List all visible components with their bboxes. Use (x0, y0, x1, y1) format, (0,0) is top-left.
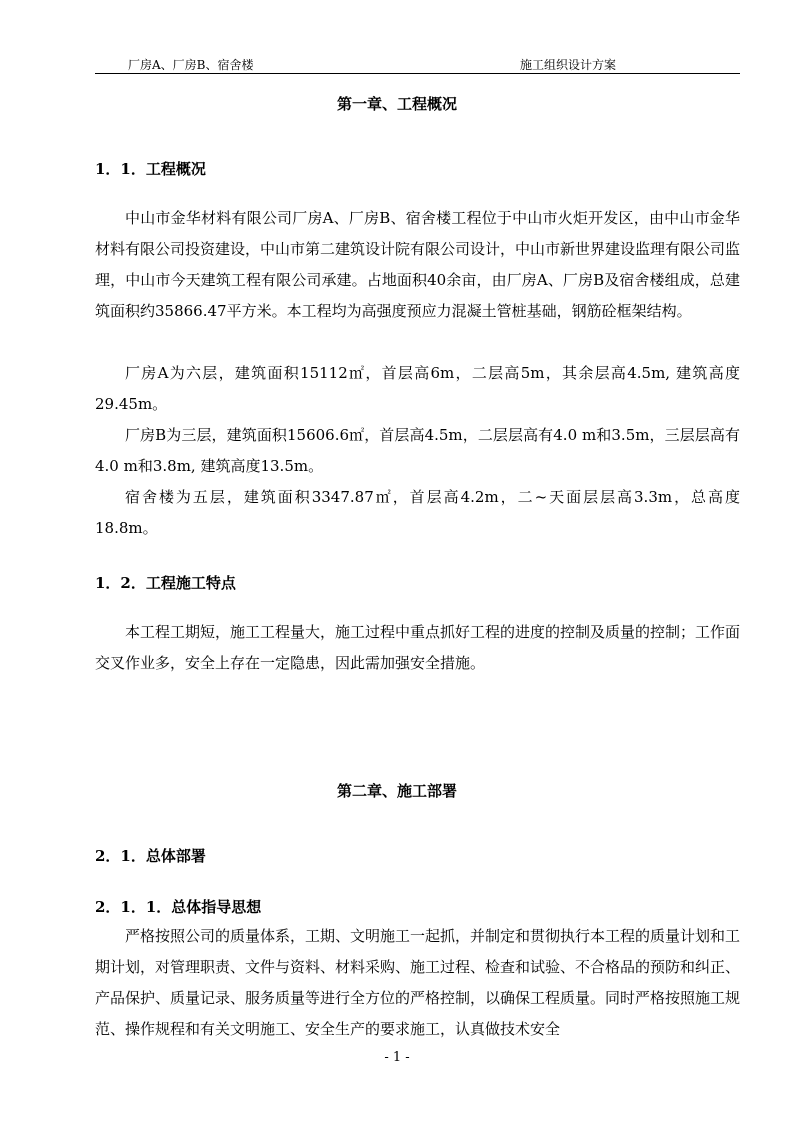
page-number: - 1 - (384, 1050, 410, 1065)
section-1-2-heading: 1．2．工程施工特点 (95, 574, 236, 592)
header-document-title: 施工组织设计方案 (520, 58, 617, 72)
chapter-2-title: 第二章、施工部署 (336, 782, 457, 800)
section-2-1-1-heading: 2．1．1．总体指导思想 (95, 898, 262, 916)
section-1-1-paragraph-4: 宿舍楼为五层，建筑面积3347.87㎡，首层高4.2m，二~天面层层高3.3m，总高度18.8m。 (95, 488, 740, 537)
section-2-1-1-paragraph-1: 严格按照公司的质量体系，工期、文明施工一起抓，并制定和贯彻执行本工程的质量计划和工期计划，对管理职责、文件与资料、材料采购、施工过程、检查和试验、不合格品的预防和纠正、产品保护、质量记录、服务质量等进行全方位的严格控制，以确保工程质量。同时严格按照施工规范、操作规程和有关文明施工、安全生产的要求施工，认真做技术安全 (95, 927, 741, 1038)
section-2-1-heading: 2．1．总体部署 (95, 847, 206, 865)
section-1-1-paragraph-2: 厂房A为六层，建筑面积15112㎡，首层高6m，二层高5m，其余层高4.5m, 建筑高度29.45m。 (95, 364, 740, 413)
header-project-name: 厂房A、厂房B、宿舍楼 (128, 58, 254, 72)
chapter-1-title: 第一章、工程概况 (336, 95, 457, 113)
section-1-1-paragraph-1: 中山市金华材料有限公司厂房A、厂房B、宿舍楼工程位于中山市火炬开发区，由中山市金华材料有限公司投资建设，中山市第二建筑设计院有限公司设计，中山市新世界建设监理有限公司监理，中山市今天建筑工程有限公司承建。占地面积40余亩，由厂房A、厂房B及宿舍楼组成，总建筑面积约35866.47平方米。本工程均为高强度预应力混凝土管桩基础，钢筋砼框架结构。 (95, 209, 741, 320)
header-divider (95, 73, 740, 74)
section-1-1-heading: 1．1．工程概况 (95, 160, 206, 178)
section-1-2-paragraph-1: 本工程工期短，施工工程量大，施工过程中重点抓好工程的进度的控制及质量的控制；工作面交叉作业多，安全上存在一定隐患，因此需加强安全措施。 (95, 623, 741, 672)
section-1-1-paragraph-3: 厂房B为三层，建筑面积15606.6㎡，首层高4.5m，二层层高有4.0 m和3.5m，三层层高有4.0 m和3.8m, 建筑高度13.5m。 (95, 426, 740, 475)
